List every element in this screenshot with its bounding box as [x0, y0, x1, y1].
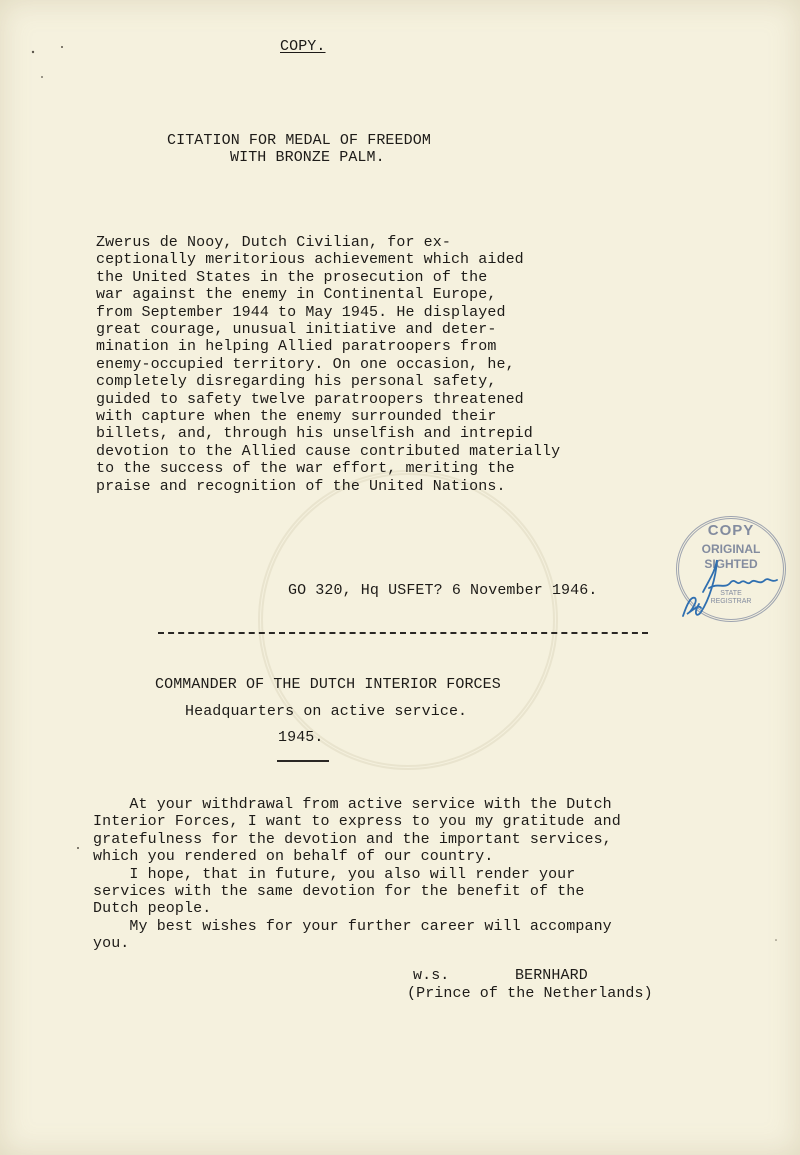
citation-title: CITATION FOR MEDAL OF FREEDOM — [167, 132, 431, 149]
signer-title: (Prince of the Netherlands) — [407, 985, 653, 1002]
section-divider — [158, 632, 648, 634]
short-rule — [277, 760, 329, 762]
stamp-registrar-text: STATE REGISTRAR — [710, 590, 752, 605]
general-order-reference: GO 320, Hq USFET? 6 November 1946. — [288, 582, 598, 599]
stamp-sighted-text: SIGHTED — [704, 557, 758, 571]
signer-name: BERNHARD — [515, 967, 588, 984]
citation-subtitle: WITH BRONZE PALM. — [230, 149, 385, 166]
ws-label: w.s. — [413, 967, 450, 984]
registrar-signature — [679, 552, 789, 622]
headquarters-line: Headquarters on active service. — [185, 703, 468, 720]
stamp-original-text: ORIGINAL — [701, 542, 761, 556]
stamp-copy-text: COPY — [707, 522, 755, 539]
paper-watermark — [258, 470, 558, 770]
commander-heading: COMMANDER OF THE DUTCH INTERIOR FORCES — [155, 676, 501, 693]
letter-body: At your withdrawal from active service with the Dutch Interior Forces, I want to express to you my gratitude and gratefulness for the devotion and the important services, which you rendered on behalf of our country. I hope, that in future, you also will render your services with the same devotion for the benefit of the Dutch people. My best wishes for your further career will accompany you. — [93, 796, 621, 953]
copy-heading: COPY. — [280, 38, 326, 55]
letter-year: 1945. — [278, 729, 324, 746]
citation-body: Zwerus de Nooy, Dutch Civilian, for ex- ceptionally meritorious achievement which aided the United States in the prosecution of the war against the enemy in Continental Europe, from September 1944 to May 1945. He displayed great courage, unusual initiative and deter- mination in helping Allied paratroopers from enemy-occupied territory. On one occasion, he, completely disregarding his personal safety, guided to safety twelve paratroopers threatened with capture when the enemy surrounded their billets, and, through his unselfish and intrepid devotion to the Allied cause contributed materially to the success of the war effort, meriting the praise and recognition of the United Nations. — [96, 234, 561, 495]
